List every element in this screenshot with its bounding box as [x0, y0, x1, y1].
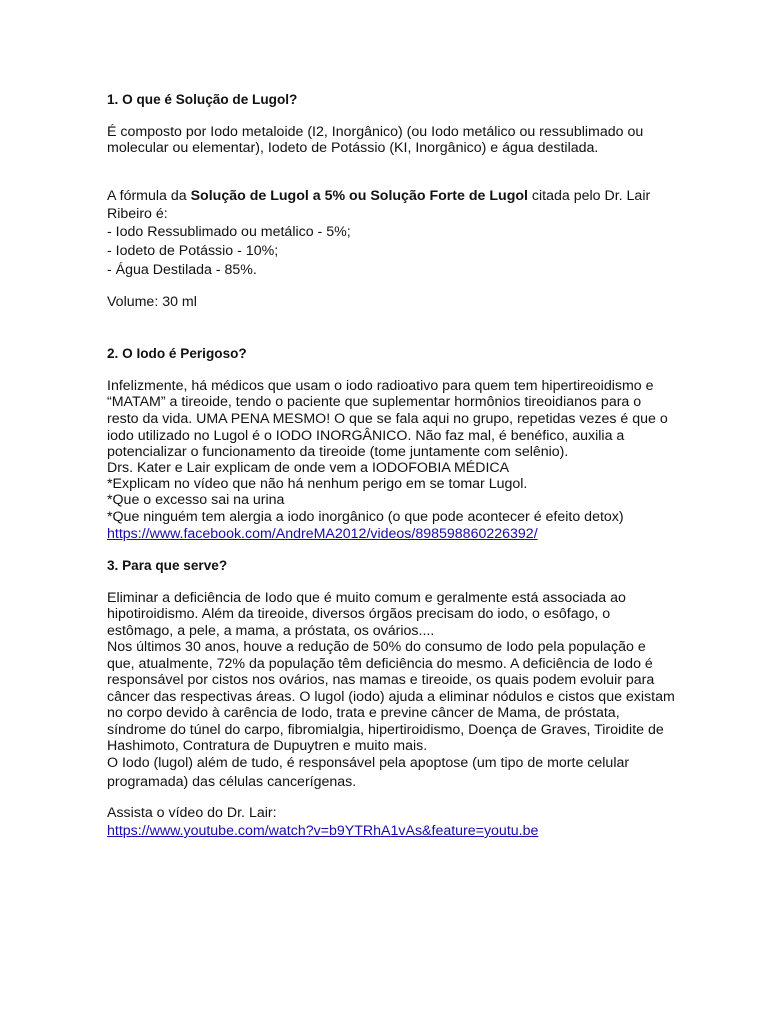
youtube-video-link[interactable]: https://www.youtube.com/watch?v=b9YTRhA1vAs&feature=youtu.be	[107, 823, 539, 839]
section-1-heading: 1. O que é Solução de Lugol?	[107, 92, 298, 107]
formula-item: - Iodo Ressublimado ou metálico - 5%;	[107, 224, 351, 240]
section-2-line: potencializar o funcionamento da tireoide (tome juntamente com selênio).	[107, 444, 569, 460]
formula-bold: Solução de Lugol a 5% ou Solução Forte de Lugol	[190, 188, 528, 204]
facebook-video-link[interactable]: https://www.facebook.com/AndreMA2012/videos/898598860226392/	[107, 526, 538, 542]
section-3-line: que, atualmente, 72% da população têm deficiência do mesmo. A deficiência de Iodo é	[107, 656, 653, 672]
section-3-line: câncer das respectivas áreas. O lugol (iodo) ajuda a eliminar nódulos e cistos que existam	[107, 689, 675, 705]
section-3-heading: 3. Para que serve?	[107, 558, 228, 573]
video-intro-text: Assista o vídeo do Dr. Lair:	[107, 805, 277, 821]
section-3-line: Hashimoto, Contratura de Dupuytren e muito mais.	[107, 738, 428, 754]
formula-item: - Iodeto de Potássio - 10%;	[107, 243, 279, 259]
section-2-line: resto da vida. UMA PENA MESMO! O que se fala aqui no grupo, repetidas vezes é que o	[107, 411, 668, 427]
section-3-line: estômago, a pele, a mama, a próstata, os ovários....	[107, 623, 435, 639]
section-2-line: Infelizmente, há médicos que usam o iodo radioativo para quem tem hipertireoidismo e	[107, 378, 654, 394]
section-2-line: Drs. Kater e Lair explicam de onde vem a IODOFOBIA MÉDICA	[107, 460, 510, 476]
section-3-line: responsável por cistos nos ovários, nas mamas e tireoide, os quais podem evoluir para	[107, 672, 655, 688]
section-2-heading: 2. O Iodo é Perigoso?	[107, 346, 247, 361]
section-3-line: programada) das células cancerígenas.	[107, 774, 357, 790]
formula-suffix: citada pelo Dr. Lair	[527, 188, 651, 204]
section-3-line: Eliminar a deficiência de Iodo que é muito comum e geralmente está associada ao	[107, 590, 626, 606]
section-2-line: *Que o excesso sai na urina	[107, 492, 285, 508]
section-3-line: síndrome do túnel do carpo, fibromialgia, hipertiroidismo, Doença de Graves, Tiroidite de	[107, 722, 664, 738]
formula-line	[107, 188, 650, 204]
volume-text: Volume: 30 ml	[107, 294, 197, 310]
section-3-line: O Iodo (lugol) além de tudo, é responsável pela apoptose (um tipo de morte celular	[107, 755, 630, 771]
section-3-line: Nos últimos 30 anos, houve a redução de 50% do consumo de Iodo pela população e	[107, 639, 646, 655]
section-1-intro-line: molecular ou elementar), Iodeto de Potássio (KI, Inorgânico) e água destilada.	[107, 140, 599, 156]
section-3-line: no corpo devido à carência de Iodo, trata e previne câncer de Mama, de próstata,	[107, 705, 620, 721]
formula-continuation: Ribeiro é:	[107, 206, 168, 222]
section-3-line: hipotiroidismo. Além da tireoide, diversos órgãos precisam do iodo, o esôfago, o	[107, 606, 611, 622]
formula-prefix: A fórmula da	[107, 188, 191, 204]
section-2-line: *Que ninguém tem alergia a iodo inorgânico (o que pode acontecer é efeito detox)	[107, 509, 624, 525]
section-2-line: *Explicam no vídeo que não há nenhum perigo em se tomar Lugol.	[107, 476, 528, 492]
formula-item: - Água Destilada - 85%.	[107, 262, 257, 278]
section-2-line: “MATAM” a tireoide, tendo o paciente que suplementar hormônios tireoidianos para o	[107, 394, 642, 410]
section-1-intro-line: É composto por Iodo metaloide (I2, Inorgânico) (ou Iodo metálico ou ressublimado ou	[107, 124, 644, 140]
section-2-line: iodo utilizado no Lugol é o IODO INORGÂNICO. Não faz mal, é benéfico, auxilia a	[107, 428, 625, 444]
